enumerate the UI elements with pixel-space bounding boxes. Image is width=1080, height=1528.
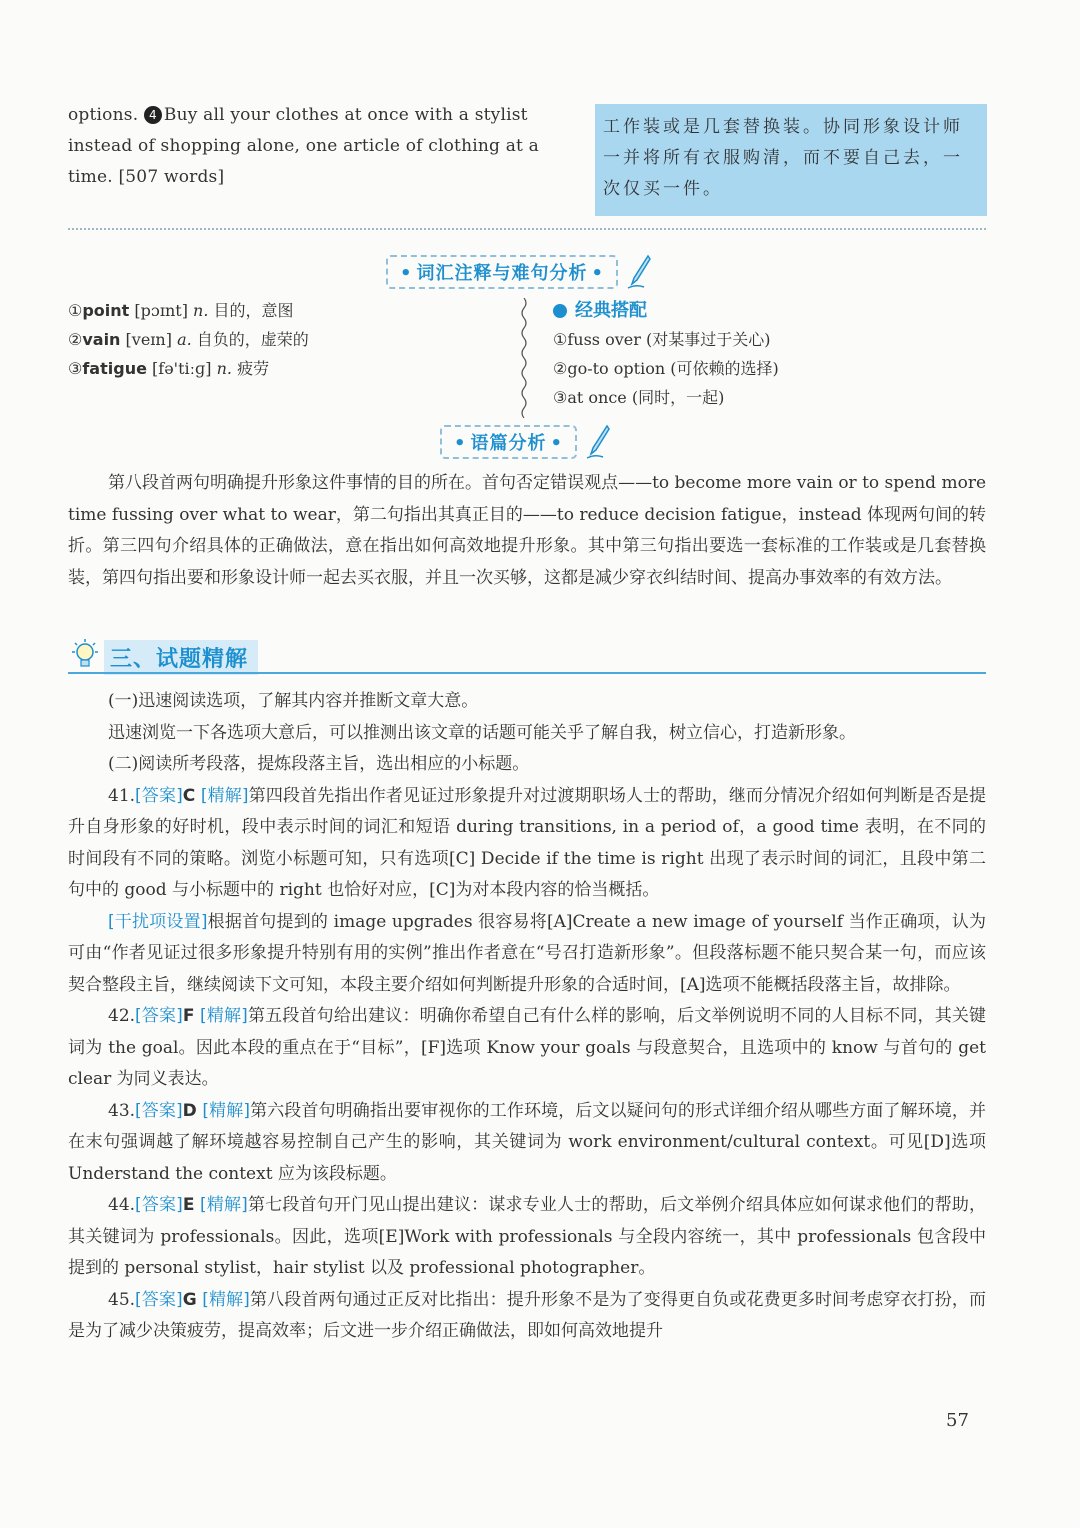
vocab-phonetic: [fə'tiːɡ] — [152, 359, 212, 378]
wavy-divider — [519, 298, 529, 418]
vocab-phonetic: [veɪn] — [125, 330, 172, 349]
question-item — [68, 1285, 986, 1348]
discourse-section-heading — [440, 424, 611, 460]
question-number: 43. — [108, 1100, 136, 1121]
question-number: 45. — [108, 1289, 136, 1310]
answer-label: [答案] — [135, 1195, 183, 1215]
part-three-rule — [68, 672, 986, 674]
question-item — [68, 1096, 986, 1191]
part-three-title: 三、试题精解 — [104, 640, 258, 675]
analysis-text: 第四段首先指出作者见证过形象提升对过渡期职场人士的帮助，继而分情况介绍如何判断是否是提升自身形象的好时机，段中表示时间的词汇和短语 during transitions, in a period of，a good time 表明，在不同的时间段有不同的策略。浏览小标题可知，只有选项[C] Decide if the time is right 出现了表示时间的词汇，且段中第二句中的 good 与小标题中的 right 也恰好对应，[C]为对本段内容的恰当概括。 — [68, 785, 987, 900]
vocab-section-title-box: • 词汇注释与难句分析 • — [386, 255, 618, 289]
answer-label: [答案] — [135, 1006, 183, 1026]
vocab-list — [68, 296, 309, 383]
step-one: (一)迅速阅读选项，了解其内容并推断文章大意。 — [108, 691, 479, 711]
question-number: 44. — [108, 1195, 136, 1215]
collocation-item: ③at once (同时，一起) — [553, 388, 725, 407]
question-item — [68, 1190, 986, 1285]
vocab-meaning: 目的，意图 — [213, 301, 294, 320]
vocab-meaning: 自负的，虚荣的 — [196, 330, 309, 349]
answer-analysis — [68, 686, 986, 1348]
discourse-section-title-box: • 语篇分析 • — [440, 425, 577, 459]
vocab-word: fatigue — [82, 359, 147, 378]
analysis-label: [精解] — [202, 1289, 250, 1310]
analysis-label: [精解] — [200, 1195, 248, 1215]
question-number: 41. — [108, 785, 136, 806]
pen-icon — [585, 424, 611, 460]
answer-letter: E — [182, 1195, 195, 1215]
discourse-text: 第八段首两句明确提升形象这件事情的目的所在。首句否定错误观点——to become more vain or to spend more time fussing over what to wear，第二句指出其真正目的——to reduce decision fatigue，instead 体现两句间的转折。第三四句介绍具体的正确做法，意在指出如何高效地提升形象。其中第三句指出要选一套标准的工作装或是几套替换装，第四句指出要和形象设计师一起去买衣服，并且一次买够，这都是减少穿衣纠结时间、提高办事效率的有效方法。 — [68, 473, 986, 588]
question-item — [68, 781, 986, 907]
vocab-word: point — [82, 301, 130, 320]
part-three-heading — [68, 638, 986, 674]
vocab-pos: n. — [193, 301, 209, 320]
vocab-pos: n. — [216, 359, 232, 378]
collocations-block — [553, 296, 779, 412]
answer-letter: G — [182, 1289, 197, 1310]
lead-text-after: Buy all your clothes at once with a stylist instead of shopping alone, one article of clothing at a time. [507 words] — [68, 105, 540, 187]
answer-label: [答案] — [135, 1289, 183, 1310]
answer-letter: F — [182, 1006, 195, 1026]
pen-icon — [626, 254, 652, 290]
vocab-item: ③fatigue [fə'tiːɡ] n. 疲劳 — [68, 359, 270, 378]
answer-letter: D — [182, 1100, 197, 1121]
translation-box — [595, 104, 987, 216]
collocations-heading — [553, 296, 779, 325]
vocab-item: ①point [pɔɪnt] n. 目的，意图 — [68, 301, 294, 320]
sentence-marker: 4 — [144, 106, 162, 124]
question-number: 42. — [108, 1006, 136, 1026]
collocation-item: ②go-to option (可依赖的选择) — [553, 359, 779, 378]
answer-label: [答案] — [135, 1100, 183, 1121]
vocab-pos: a. — [177, 330, 192, 349]
analysis-text: 第七段首句开门见山提出建议：谋求专业人士的帮助，后文举例介绍具体应如何谋求他们的帮助，其关键词为 professionals。因此，选项[E]Work with professionals 与全段内容统一，其中 professionals 包含段中提到的 personal stylist，hair stylist 以及 professional photographer。 — [68, 1195, 987, 1278]
collocation-item: ①fuss over (对某事过于关心) — [553, 330, 771, 349]
translation-text: 工作装或是几套替换装。协同形象设计师一并将所有衣服购清，而不要自己去，一次仅买一件。 — [603, 117, 963, 199]
analysis-label: [精解] — [202, 1100, 250, 1121]
discourse-section-title: 语篇分析 — [470, 433, 547, 454]
analysis-text: 第八段首两句通过正反对比指出：提升形象不是为了变得更自负或花费更多时间考虑穿衣打扮，而是为了减少决策疲劳，提高效率；后文进一步介绍正确做法，即如何高效地提升 — [68, 1289, 987, 1341]
page-number: 57 — [946, 1410, 969, 1431]
lightbulb-icon — [68, 638, 102, 672]
step-two: (二)阅读所考段落，提炼段落主旨，选出相应的小标题。 — [108, 754, 530, 774]
vocab-section-heading — [386, 254, 652, 290]
discourse-analysis — [68, 468, 986, 594]
question-item — [68, 1001, 986, 1096]
vocab-item: ②vain [veɪn] a. 自负的，虚荣的 — [68, 330, 309, 349]
lead-text-before: options. — [68, 105, 144, 125]
bullet-icon — [553, 304, 567, 318]
vocab-phonetic: [pɔɪnt] — [134, 301, 188, 320]
divider — [68, 228, 986, 230]
analysis-label: [精解] — [200, 785, 249, 806]
analysis-text: 第五段首句给出建议：明确你希望自己有什么样的影响，后文举例说明不同的人目标不同，其关键词为 the goal。因此本段的重点在于“目标”，[F]选项 Know your goals 与段意契合，且选项中的 know 与首句的 get clear 为同义表达。 — [68, 1006, 987, 1089]
distractor-text: 根据首句提到的 image upgrades 很容易将[A]Create a new image of yourself 当作正确项，认为可由“作者见证过很多形象提升特别有用的实例”推出作者意在“号召打造新形象”。但段落标题不能只契合某一句，而应该契合整段主旨，继续阅读下文可知，本段主要介绍如何判断提升形象的合适时间，[A]选项不能概括段落主旨，故排除。 — [68, 911, 987, 995]
vocab-word: vain — [82, 330, 121, 349]
collocations-title: 经典搭配 — [575, 300, 647, 321]
answer-label: [答案] — [135, 785, 183, 806]
answer-letter: C — [182, 785, 196, 806]
analysis-label: [精解] — [200, 1006, 248, 1026]
distractor-note — [68, 907, 986, 1002]
vocab-meaning: 疲劳 — [237, 359, 270, 378]
lead-paragraph — [68, 100, 580, 193]
vocab-section-title: 词汇注释与难句分析 — [416, 263, 588, 284]
step-one-detail: 迅速浏览一下各选项大意后，可以推测出该文章的话题可能关乎了解自我，树立信心，打造新形象。 — [108, 722, 856, 743]
analysis-text: 第六段首句明确指出要审视你的工作环境，后文以疑问句的形式详细介绍从哪些方面了解环境，并在末句强调越了解环境越容易控制自己产生的影响，其关键词为 work environment/cultural context。可见[D]选项 Understand the context 应为该段标题。 — [68, 1100, 987, 1184]
distractor-label: [干扰项设置] — [108, 911, 208, 932]
